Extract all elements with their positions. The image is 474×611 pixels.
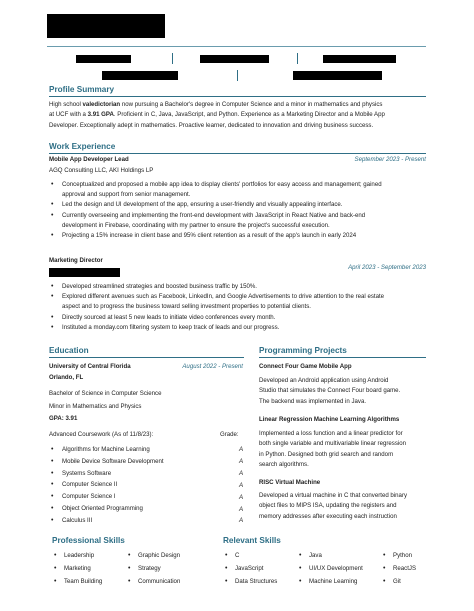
skill-item: • Strategy [126,564,180,577]
course-grade: A [239,458,244,465]
project-title: Connect Four Game Mobile App [259,363,352,370]
programming-projects-rule [259,357,426,358]
course-grade: A [239,494,244,501]
course-item: • Object Oriented Programming [49,503,239,515]
project-line: Developed a virtual machine in C that converted binary [259,492,408,499]
profile-line-2: at UCF with a 3.91 GPA. Proficient in C, Java, JavaScript, and Python. Experience as a Marketing Director and a Mobile App [49,111,385,119]
relevant-skills-col-1 [223,551,277,591]
school-name: University of Central Florida [49,363,131,370]
course-item: • Systems Software [49,468,239,480]
job-title: Marketing Director [49,257,103,264]
skill-item: • ReactJS [381,564,416,577]
job-title: Mobile App Developer Lead [49,156,129,163]
project-line: Studio that simulates the Connect Four board game. [259,387,401,395]
work-experience-rule [49,153,426,154]
project-line: object files to MIPS ISA, updating the registers and [259,502,397,510]
course-list [49,444,239,527]
job-2-bullets [49,282,439,333]
gpa: GPA: 3.91 [49,415,78,422]
skill-item: • Team Building [52,577,102,590]
professional-skills-col-2 [126,551,180,591]
coursework-label: Advanced Coursework (As of 11/8/23): [49,431,154,438]
skill-item: • Communication [126,577,180,590]
course-item: • Algorithms for Machine Learning [49,444,239,456]
skill-item: • Python [381,551,416,564]
profile-line-3: Developer. Exceptionally adept in mathematics. Proactive learner, dedicated to innovation and driving business success. [49,121,374,129]
project-line: in Python. Designed both grid search and random [259,450,394,458]
school-location: Orlando, FL [49,374,84,381]
project-line: both single variable and multivariable linear regression [259,440,407,448]
programming-projects-heading: Programming Projects [259,346,347,355]
project-title: Linear Regression Machine Learning Algorithms [259,416,400,423]
grade-label: Grade: [220,431,239,438]
job-2-bullet: • Developed streamlined strategies and boosted business traffic by 150%. [49,282,439,292]
project-line: memory addresses after executing each instruction [259,512,397,520]
job-company: AGQ Consulting LLC, AKI Holdings LP [49,167,154,174]
course-grade: A [239,506,244,513]
profile-summary-rule [49,96,426,97]
job-2-bullet: • Directly sourced at least 5 new leads to initiate video conferences every month. [49,313,439,323]
course-grade: A [239,482,244,489]
skill-item: • UI/UX Development [297,564,363,577]
profile-line-1: High school valedictorian now pursuing a Bachelor's degree in Computer Science and a minor in mathematics and physics [49,101,383,108]
course-item: • Mobile Device Software Development [49,456,239,468]
professional-skills-col-1 [52,551,102,591]
skill-item: • Git [381,577,416,590]
job-1-bullet: • Conceptualized and proposed a mobile app idea to display clients' portfolios for easy access and management; gained approval and support from senior management. [49,180,439,200]
job-1-bullet: • Currently overseeing and implementing the front-end development with JavaScript in React Native and back-end development in Firebase, coordinating with my partner to ensure the project's successful execution. [49,211,439,231]
profile-summary-heading: Profile Summary [49,85,115,94]
skill-item: • Marketing [52,564,102,577]
work-experience-heading: Work Experience [49,142,116,151]
job-2-bullet: • Instituted a monday.com filtering system to keep track of leads and our progress. [49,323,439,333]
redacted-company [49,268,120,277]
project-description [259,491,434,522]
relevant-skills-col-2 [297,551,363,591]
job-date: September 2023 - Present [354,156,426,163]
skill-item: • Graphic Design [126,551,180,564]
skill-item: • Machine Learning [297,577,363,590]
skill-item: • JavaScript [223,564,277,577]
redacted-contact-3 [323,55,396,63]
project-line: Developed an Android application using Android [259,377,389,384]
relevant-skills-heading: Relevant Skills [223,536,281,545]
redacted-contact-4 [102,71,178,80]
professional-skills-heading: Professional Skills [52,536,125,545]
course-item: • Calculus III [49,515,239,527]
header-divider-3 [237,70,238,81]
education-date: August 2022 - Present [182,363,243,370]
course-item: • Computer Science II [49,479,239,491]
job-1-bullet: • Led the design and UI development of the app, ensuring a user-friendly and visually appealing interface. [49,200,439,210]
project-line: The backend was implemented in Java. [259,397,367,405]
course-item: • Computer Science I [49,491,239,503]
education-heading: Education [49,346,89,355]
skill-item: • Java [297,551,363,564]
minor: Minor in Mathematics and Physics [49,403,142,410]
job-date: April 2023 - September 2023 [348,264,426,271]
redacted-contact-1 [76,55,131,63]
redacted-contact-5 [293,71,382,80]
skill-item: • C [223,551,277,564]
project-description [259,429,434,470]
header-rule [47,46,426,47]
course-grade: A [239,446,244,453]
degree: Bachelor of Science in Computer Science [49,390,162,397]
skill-item: • Data Structures [223,577,277,590]
job-1-bullets [49,180,439,241]
project-line: search algorithms. [259,460,309,468]
project-line: Implemented a loss function and a linear predictor for [259,430,403,437]
project-title: RISC Virtual Machine [259,479,321,486]
redacted-name [47,14,165,38]
job-2-bullet: • Explored different avenues such as Facebook, LinkedIn, and Google Advertisements to drive attention to the real estate aspect and to progress the business toward selling investment properties to potential clients. [49,292,439,312]
skill-item: • Leadership [52,551,102,564]
profile-summary-text [49,100,439,131]
header-divider-2 [297,53,298,64]
redacted-contact-2 [200,55,269,63]
course-grade: A [239,470,244,477]
education-rule [49,357,244,358]
header-divider-1 [172,53,173,64]
job-1-bullet: • Projecting a 15% increase in client base and 95% client retention as a result of the app's launch in early 2024 [49,231,439,241]
project-description [259,376,429,407]
relevant-skills-col-3 [381,551,416,591]
course-grade: A [239,517,244,524]
